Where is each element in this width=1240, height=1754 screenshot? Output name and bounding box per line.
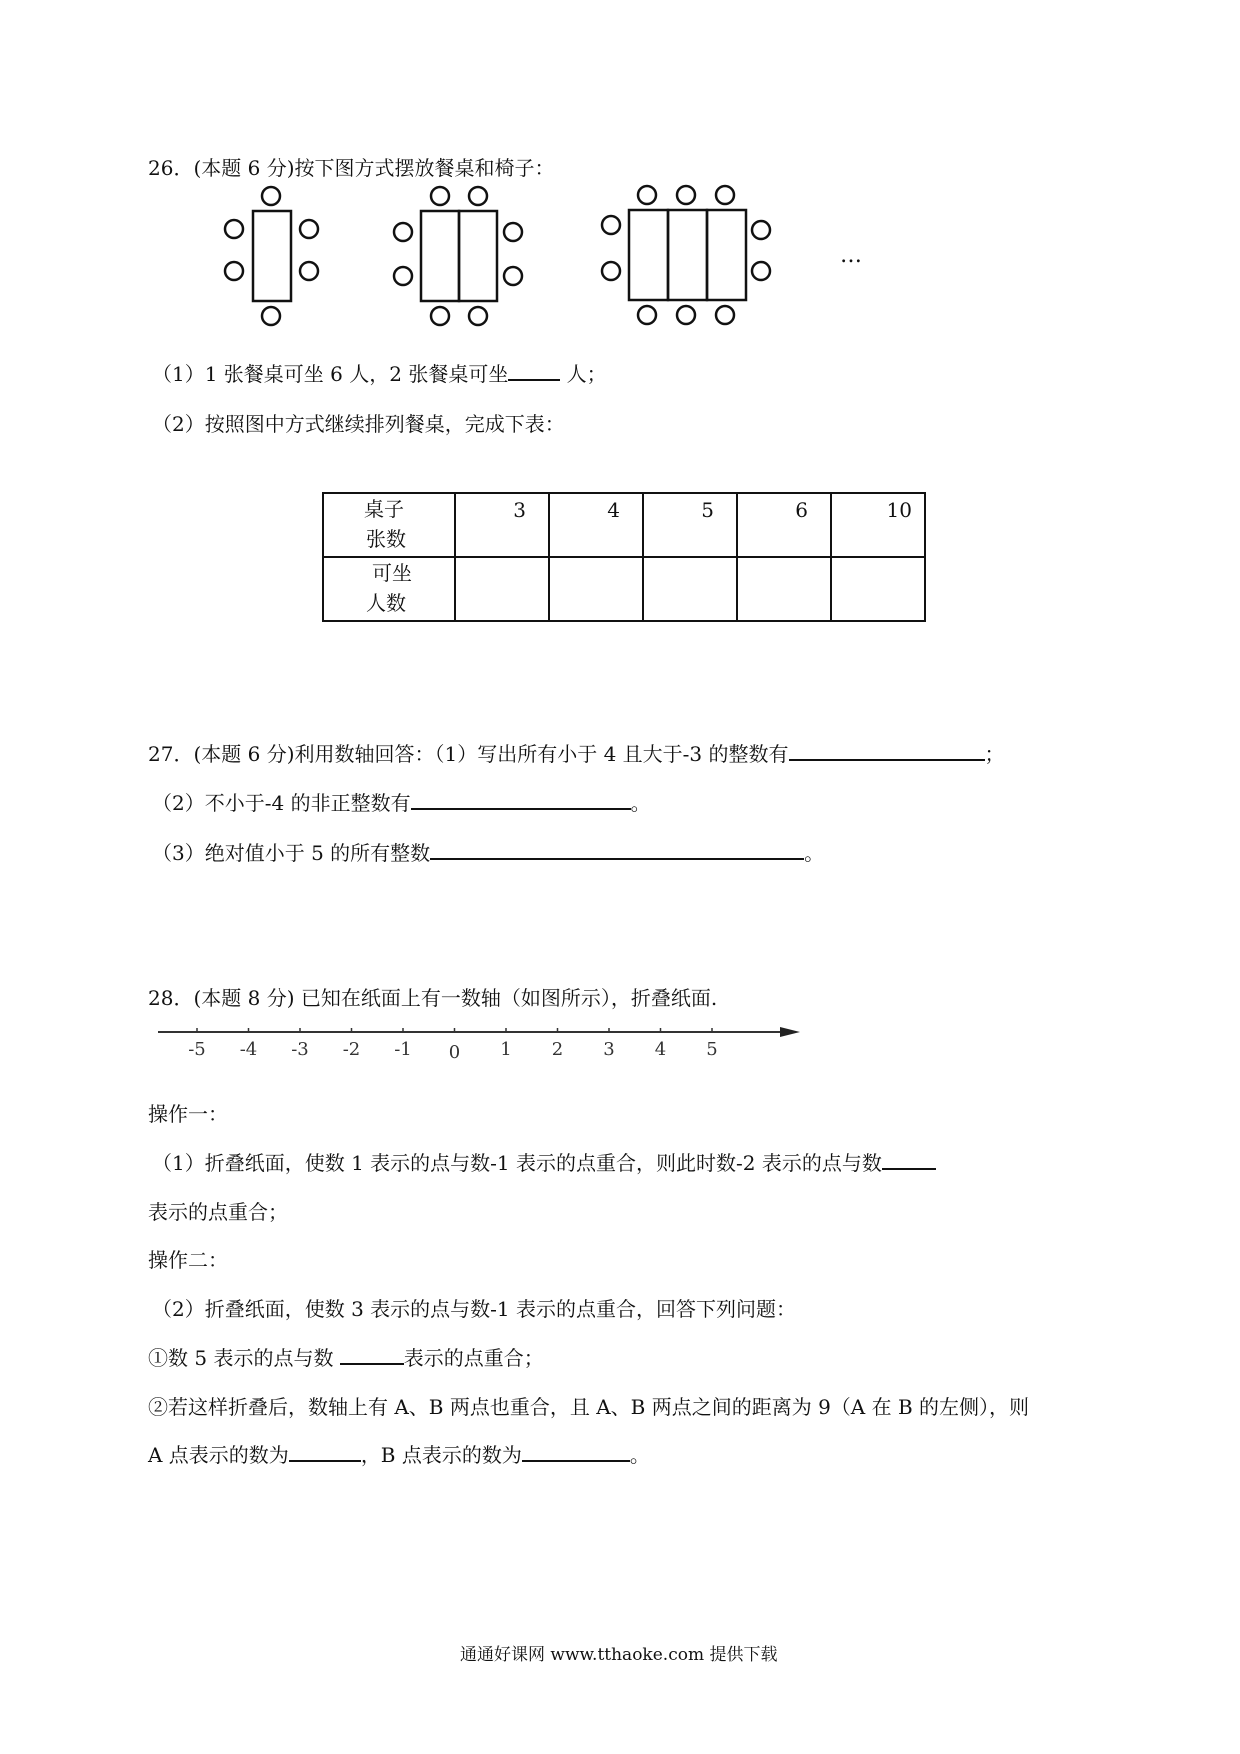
q27-part2 (152, 787, 651, 816)
arrow-icon (780, 1027, 800, 1037)
chair-circle (602, 262, 620, 280)
table-rect (459, 211, 497, 301)
q28-title: 28．(本题 8 分) 已知在纸面上有一数轴（如图所示），折叠纸面. (148, 986, 718, 1010)
chair-circle (300, 220, 318, 238)
q26-part2: （2）按照图中方式继续排列餐桌，完成下表： (152, 412, 565, 436)
table-count-cell: 5 (643, 493, 737, 557)
table-count-cell: 10 (831, 493, 925, 557)
number-line (0, 1010, 1240, 1060)
sub2-b-text: ，B 点表示的数为 (360, 1443, 522, 1467)
tick-label: 1 (500, 1039, 512, 1060)
q26-part1-unit: 人； (560, 362, 607, 386)
table-rect (668, 210, 707, 300)
chair-circle (716, 186, 734, 204)
tick-label: -4 (239, 1039, 258, 1060)
chair-circle (262, 187, 280, 205)
header-text: 可坐 (372, 561, 412, 585)
footer: 通通好课网 www.tthaoke.com 提供下载 (460, 1645, 778, 1665)
answer-blank[interactable] (882, 1150, 936, 1170)
tick-label: 2 (551, 1039, 564, 1060)
tick-label: -1 (394, 1039, 412, 1060)
q26-part1-text: （1）1 张餐桌可坐 6 人，2 张餐桌可坐 (152, 362, 509, 386)
punct: 。 (804, 841, 825, 865)
table-count-cell: 6 (737, 493, 831, 557)
chair-circle (677, 306, 695, 324)
answer-blank[interactable] (508, 361, 560, 381)
tick-label: -5 (188, 1039, 206, 1060)
chair-circle (638, 306, 656, 324)
chair-circle (225, 220, 243, 238)
punct: 。 (629, 1443, 650, 1467)
q26-part1 (152, 358, 607, 387)
tick-label: 0 (448, 1042, 461, 1060)
op2-question: （2）折叠纸面，使数 3 表示的点与数-1 表示的点重合，回答下列问题： (152, 1297, 797, 1321)
chair-circle (602, 216, 620, 234)
chair-circle (469, 307, 487, 325)
q27-part3-text: （3）绝对值小于 5 的所有整数 (152, 841, 431, 865)
chair-circle (638, 186, 656, 204)
q27-part2-text: （2）不小于-4 的非正整数有 (152, 791, 411, 815)
table-row (323, 493, 925, 557)
chair-circle (504, 267, 522, 285)
chair-circle (394, 267, 412, 285)
table-count-cell: 3 (455, 493, 549, 557)
row-header-tables (323, 493, 455, 557)
tick-label: -3 (291, 1039, 309, 1060)
q27-title: 27．(本题 6 分)利用数轴回答：（1）写出所有小于 4 且大于-3 的整数有 (148, 742, 789, 766)
answer-cell[interactable] (643, 557, 737, 621)
table-rect (629, 210, 668, 300)
chair-circle (300, 262, 318, 280)
chair-circle (394, 223, 412, 241)
op2-label: 操作二： (148, 1248, 228, 1272)
op2-sub1 (148, 1342, 544, 1371)
sub2-a-text: A 点表示的数为 (148, 1443, 289, 1467)
answer-blank[interactable] (411, 790, 631, 810)
sub1-text: ①数 5 表示的点与数 (148, 1346, 340, 1370)
answer-blank[interactable] (340, 1345, 404, 1365)
op2-sub2-line1: ②若这样折叠后，数轴上有 A、B 两点也重合，且 A、B 两点之间的距离为 9（A 在 B 的左侧），则 (148, 1395, 1030, 1419)
chair-circle (262, 307, 280, 325)
chair-circle (431, 187, 449, 205)
tick-label: 3 (603, 1039, 615, 1060)
table-row (323, 557, 925, 621)
seating-table (322, 492, 926, 622)
op1-question-cont: 表示的点重合； (148, 1200, 288, 1224)
chair-circle (716, 306, 734, 324)
q27-part1 (148, 738, 1005, 767)
answer-cell[interactable] (737, 557, 831, 621)
answer-blank[interactable] (522, 1442, 630, 1462)
q27-part3 (152, 837, 824, 866)
tick-label: 4 (654, 1039, 667, 1060)
chair-circle (225, 262, 243, 280)
table-rect (707, 210, 746, 300)
punct: ； (984, 742, 1005, 766)
header-text: 人数 (366, 591, 406, 615)
chair-circle (504, 223, 522, 241)
chair-circle (752, 262, 770, 280)
punct: 。 (630, 791, 651, 815)
tick-label: -2 (342, 1039, 361, 1060)
answer-cell[interactable] (455, 557, 549, 621)
chair-circle (469, 187, 487, 205)
answer-blank[interactable] (289, 1442, 361, 1462)
sub1-text-end: 表示的点重合； (403, 1346, 544, 1370)
chair-circle (431, 307, 449, 325)
header-text: 桌子 (364, 497, 404, 521)
row-header-people (323, 557, 455, 621)
op1-label: 操作一： (148, 1102, 228, 1126)
table-count-cell: 4 (549, 493, 643, 557)
answer-blank[interactable] (430, 840, 804, 860)
ellipsis: … (840, 243, 862, 268)
table-rect (253, 211, 291, 301)
answer-cell[interactable] (549, 557, 643, 621)
tick-label: 5 (706, 1039, 718, 1060)
header-text: 张数 (366, 527, 406, 551)
chair-circle (677, 186, 695, 204)
tables-chairs-figure (0, 0, 1240, 340)
table-rect (421, 211, 459, 301)
q26-title: 26．(本题 6 分)按下图方式摆放餐桌和椅子： (148, 156, 555, 180)
op1-question-text: （1）折叠纸面，使数 1 表示的点与数-1 表示的点重合，则此时数-2 表示的点与数 (152, 1151, 882, 1175)
answer-blank[interactable] (789, 741, 985, 761)
op2-sub2-line2 (148, 1439, 650, 1468)
answer-cell[interactable] (831, 557, 925, 621)
chair-circle (752, 221, 770, 239)
op1-question (152, 1147, 936, 1176)
